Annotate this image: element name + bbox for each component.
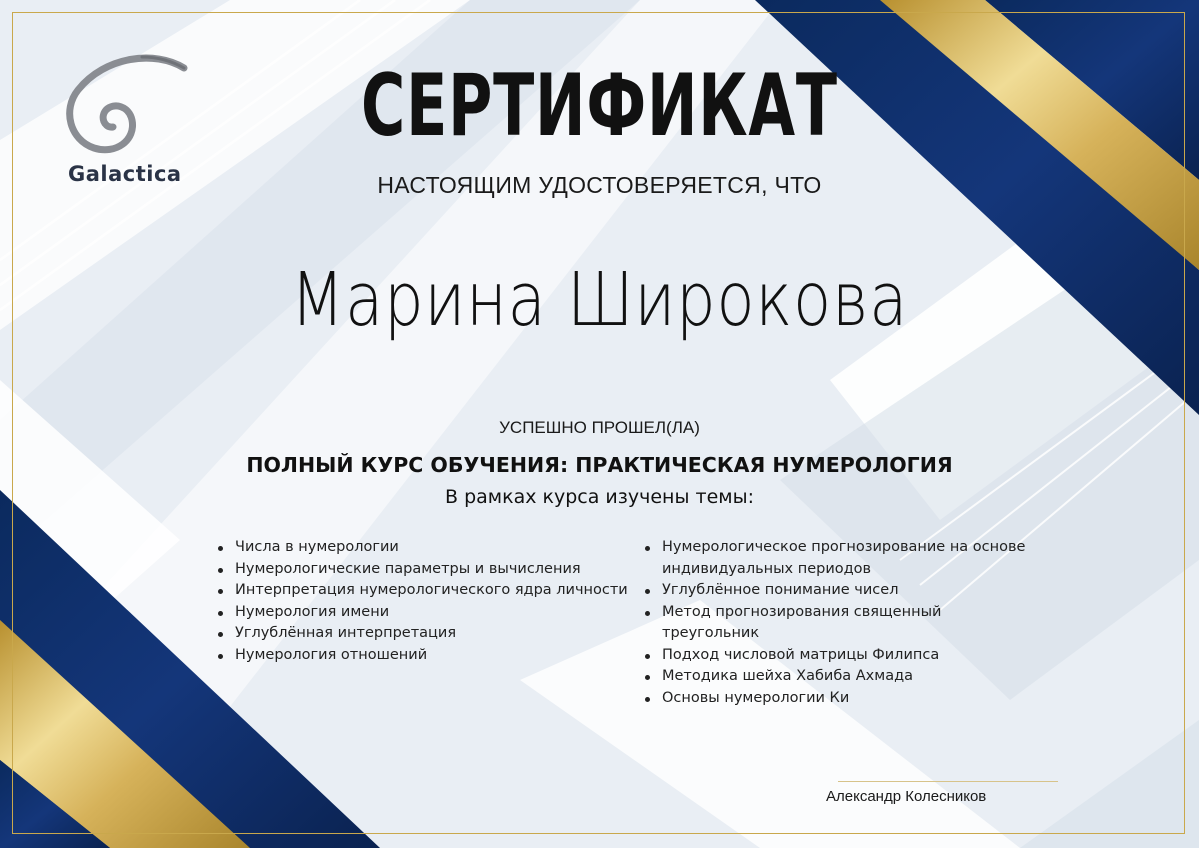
recipient-name: Марина Широкова — [290, 257, 909, 343]
topics-list-left — [215, 537, 635, 666]
list-item: Основы нумерологии Ки — [662, 688, 1042, 710]
brand-name: Galactica — [68, 162, 182, 186]
list-item: Нумерологическое прогнозирование на основе индивидуальных периодов — [662, 537, 1042, 580]
list-item: Углублённое понимание чисел — [662, 580, 1042, 602]
list-item: Интерпретация нумерологического ядра личности — [235, 580, 635, 602]
certificate-title: СЕРТИФИКАТ — [361, 56, 838, 156]
list-item: Нумерология отношений — [235, 645, 635, 667]
list-item: Метод прогнозирования священный треугольник — [662, 602, 1042, 645]
completed-text: УСПЕШНО ПРОШЕЛ(ЛА) — [499, 418, 700, 437]
list-item: Углублённая интерпретация — [235, 623, 635, 645]
list-item: Нумерологические параметры и вычисления — [235, 559, 635, 581]
course-title: ПОЛНЫЙ КУРС ОБУЧЕНИЯ: ПРАКТИЧЕСКАЯ НУМЕРОЛОГИЯ — [246, 453, 953, 477]
list-item: Методика шейха Хабиба Ахмада — [662, 666, 1042, 688]
signature-name: Александр Колесников — [826, 788, 987, 805]
signature-line — [838, 781, 1058, 782]
certificate-subtitle: НАСТОЯЩИМ УДОСТОВЕРЯЕТСЯ, ЧТО — [377, 172, 822, 198]
list-item: Подход числовой матрицы Филипса — [662, 645, 1042, 667]
list-item: Нумерология имени — [235, 602, 635, 624]
topics-intro: В рамках курса изучены темы: — [445, 486, 754, 508]
list-item: Числа в нумерологии — [235, 537, 635, 559]
topics-list-right — [642, 537, 1042, 709]
